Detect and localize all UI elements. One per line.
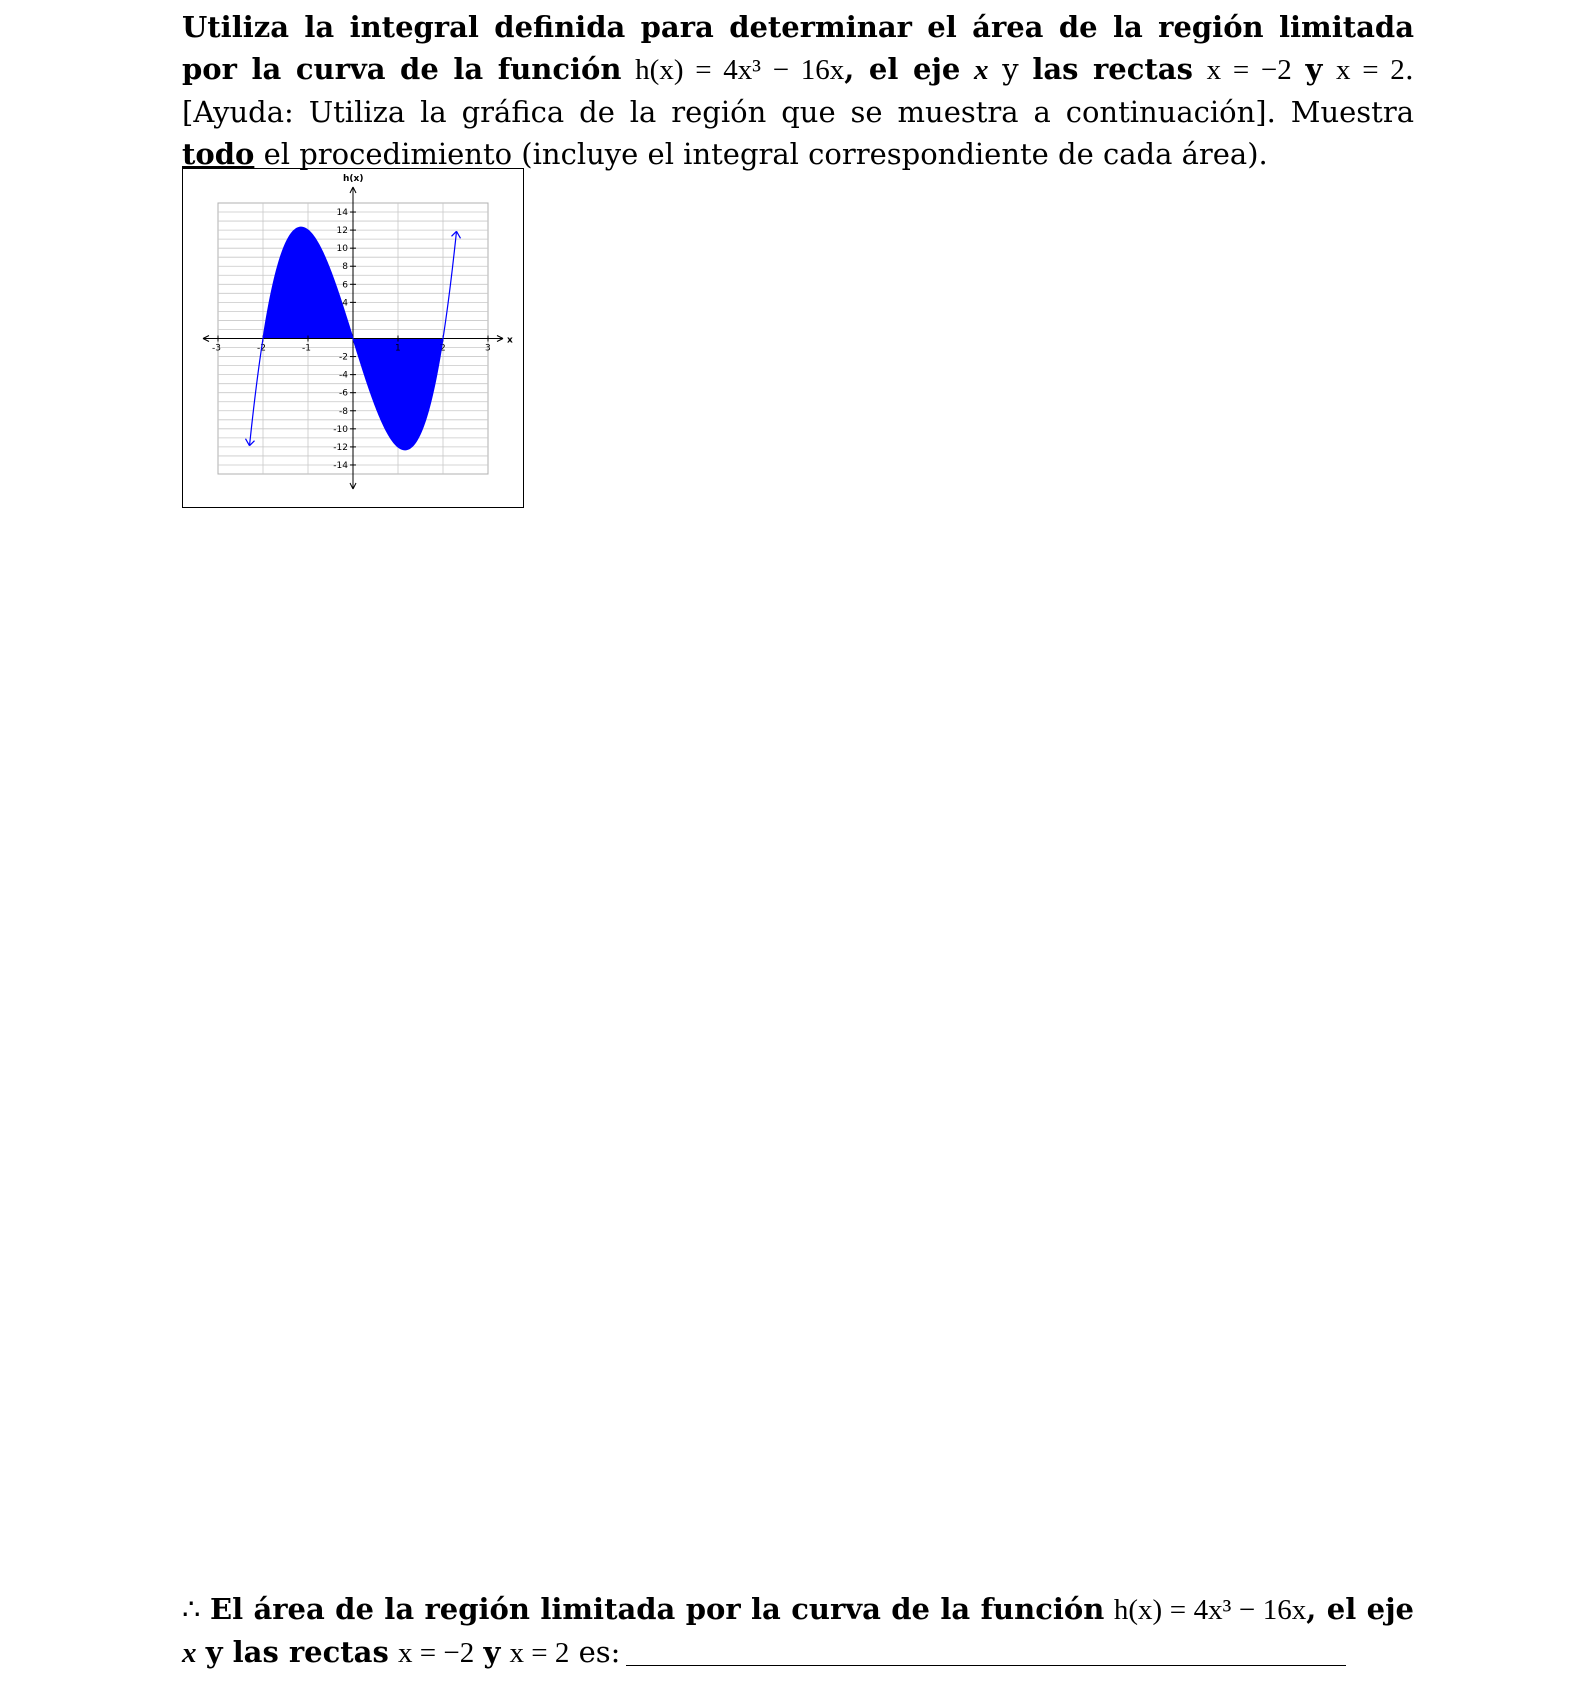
- problem-text-4: las rectas: [1032, 52, 1193, 86]
- conclusion-and-word: y: [483, 1635, 501, 1669]
- x-tick-label: 3: [485, 343, 491, 354]
- conclusion-text-3: y las rectas: [205, 1635, 389, 1669]
- x-tick-label: -3: [212, 343, 221, 354]
- y-tick-label: 12: [336, 226, 348, 237]
- problem-statement: [182, 6, 1414, 175]
- conclusion-line-right: x = 2: [509, 1637, 570, 1669]
- conclusion-line-left: x = −2: [398, 1637, 475, 1669]
- therefore-symbol: ∴: [182, 1592, 201, 1626]
- y-tick-label: 14: [336, 208, 348, 219]
- axis-variable: x: [974, 54, 989, 86]
- y-tick-label: -8: [339, 406, 348, 417]
- y-tick-label: -4: [339, 370, 348, 381]
- x-axis-label: x: [507, 335, 513, 346]
- line-right: x = 2: [1336, 54, 1405, 86]
- x-tick-label: 2: [440, 343, 446, 354]
- answer-blank[interactable]: [626, 1637, 1346, 1666]
- conclusion-axis: x: [182, 1637, 197, 1669]
- y-tick-label: -2: [339, 352, 348, 363]
- y-axis-label: h(x): [343, 174, 364, 184]
- conclusion-statement: [182, 1588, 1414, 1674]
- x-tick-label: -2: [257, 343, 266, 354]
- todo-emphasis: todo: [182, 137, 255, 171]
- line-left: x = −2: [1206, 54, 1292, 86]
- problem-text-1: Utiliza la integral definida para determinar el área de la región limitada por la curva de la función: [182, 10, 1414, 86]
- and-word: y: [1305, 52, 1323, 86]
- y-tick-label: 6: [342, 280, 348, 291]
- y-tick-label: 8: [342, 262, 348, 273]
- problem-text-5: . [Ayuda: Utiliza la gráfica de la región que se muestra a continuación]. Muestra: [182, 52, 1415, 129]
- conclusion-text-4: es:: [578, 1635, 621, 1669]
- y-tick-label: -12: [333, 442, 348, 453]
- y-tick-label: -14: [333, 460, 348, 471]
- conclusion-function: h(x) = 4x³ − 16x: [1113, 1594, 1307, 1626]
- function-graph: [182, 168, 524, 508]
- graph-canvas: [183, 169, 525, 509]
- problem-text-6: el procedimiento (incluye el integral correspondiente de cada área).: [263, 137, 1268, 171]
- conclusion-text-2: , el eje: [1306, 1592, 1415, 1626]
- y-tick-label: -10: [333, 424, 348, 435]
- function-expression: h(x) = 4x³ − 16x: [635, 54, 845, 86]
- y-tick-label: 10: [336, 244, 348, 255]
- problem-text-2: , el eje: [844, 52, 961, 86]
- x-tick-label: 1: [395, 343, 401, 354]
- x-tick-label: -1: [302, 343, 311, 354]
- conclusion-text-1: El área de la región limitada por la curva de la función: [209, 1592, 1105, 1626]
- problem-text-3: y: [1002, 52, 1019, 86]
- y-tick-label: -6: [339, 388, 348, 399]
- y-tick-label: 4: [342, 298, 348, 309]
